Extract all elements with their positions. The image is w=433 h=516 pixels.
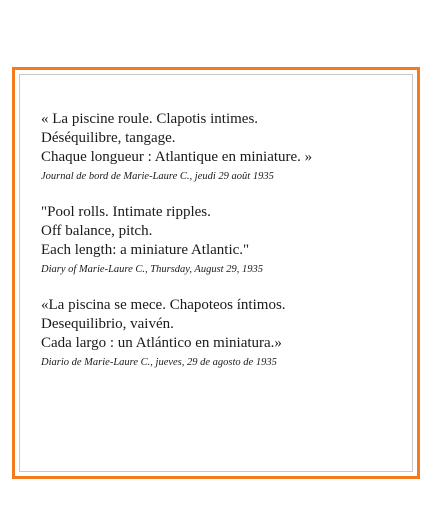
quote-block-french <box>41 110 405 184</box>
quote-line: "Pool rolls. Intimate ripples. <box>41 204 211 220</box>
quote-line: Cada largo : un Atlántico en miniatura.» <box>41 335 282 351</box>
quote-caption: Diary of Marie-Laure C., Thursday, August 29, 1935 <box>41 264 263 275</box>
quote-card <box>12 67 420 479</box>
quote-block-english <box>41 203 405 277</box>
quote-content <box>41 110 405 370</box>
quote-line: Déséquilibre, tangage. <box>41 130 176 146</box>
quote-line: Each length: a miniature Atlantic." <box>41 242 250 258</box>
quote-caption: Journal de bord de Marie-Laure C., jeudi 29 août 1935 <box>41 171 274 182</box>
quote-line: Chaque longueur : Atlantique en miniature. » <box>41 149 313 165</box>
quote-line: Desequilibrio, vaivén. <box>41 316 174 332</box>
quote-caption: Diario de Marie-Laure C., jueves, 29 de agosto de 1935 <box>41 357 277 368</box>
quote-line: « La piscine roule. Clapotis intimes. <box>41 111 259 127</box>
quote-line: «La piscina se mece. Chapoteos íntimos. <box>41 297 286 313</box>
quote-line: Off balance, pitch. <box>41 223 153 239</box>
quote-block-spanish <box>41 296 405 370</box>
